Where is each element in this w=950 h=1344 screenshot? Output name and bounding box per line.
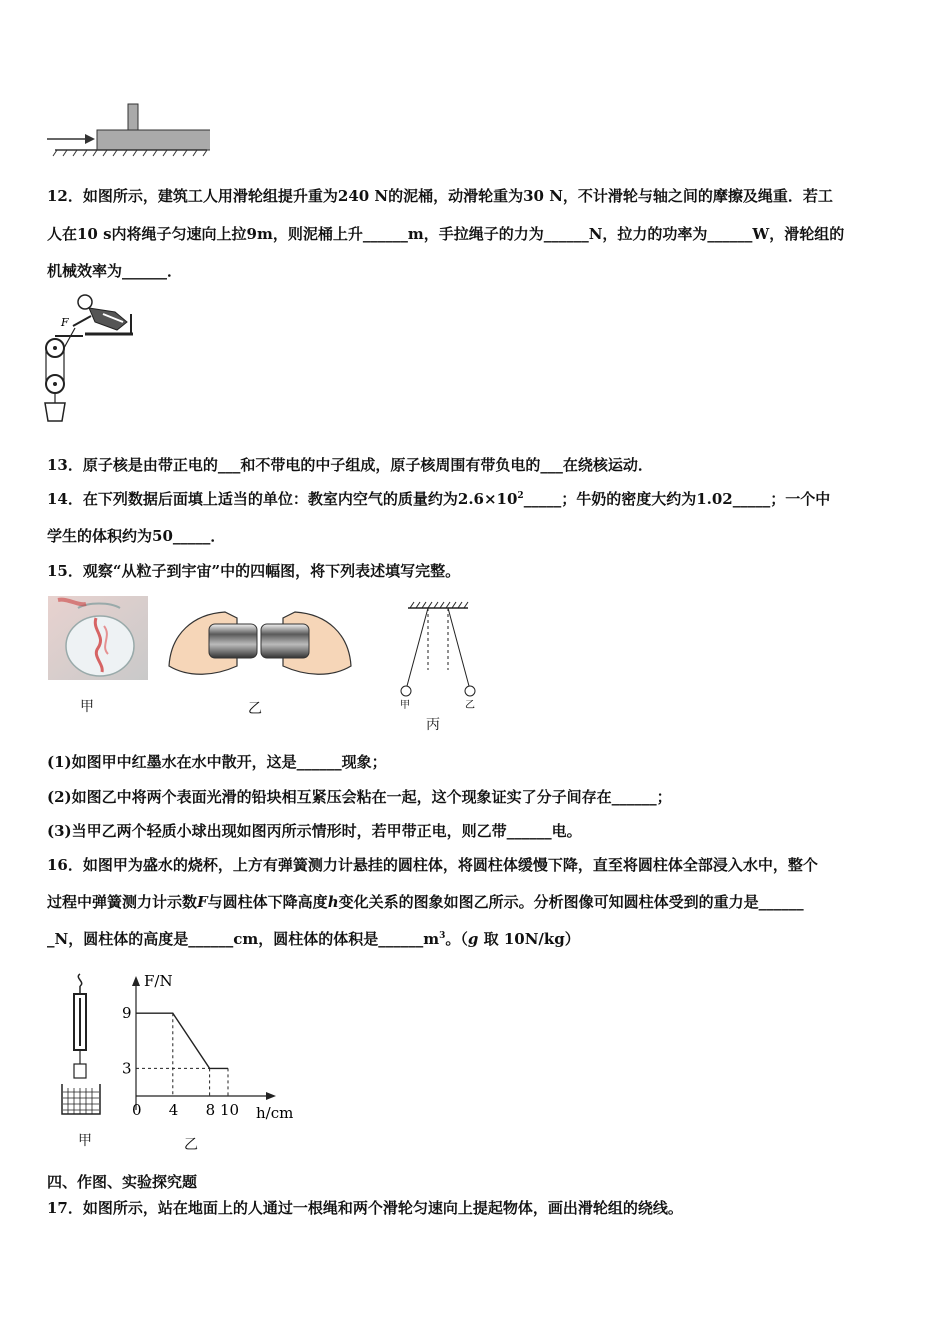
q16-line2-c: 变化关系的图象如图乙所示。分析图像可知圆柱体受到的重力是______ bbox=[338, 893, 804, 911]
x-tick-4: 4 bbox=[168, 1101, 179, 1119]
force-label-F: F bbox=[61, 316, 69, 329]
q16-var-F: F bbox=[197, 893, 208, 911]
q16-line3-b: 。（ bbox=[445, 930, 468, 948]
q16-line3-c: 取 10N/kg） bbox=[478, 930, 580, 948]
q16-var-g: g bbox=[467, 930, 479, 948]
charged-balls-figure bbox=[390, 600, 485, 712]
q14-line1-a: 14．在下列数据后面填上适当的单位：教室内空气的质量约为2.6×10 bbox=[47, 490, 518, 508]
ink-diffusion-photo bbox=[48, 596, 148, 680]
q12-line3: 机械效率为______． bbox=[47, 262, 183, 280]
lead-block-left bbox=[209, 624, 257, 658]
spring-scale-beaker-figure bbox=[56, 972, 108, 1122]
q15-sub3: (3)当甲乙两个轻质小球出现如图丙所示情形时，若甲带正电，则乙带______电。 bbox=[47, 822, 582, 840]
worker-head bbox=[78, 295, 92, 309]
q17-line1: 17．如图所示，站在地面上的人通过一根绳和两个滑轮匀速向上提起物体，画出滑轮组的绕线。 bbox=[47, 1199, 683, 1217]
y-tick-3: 3 bbox=[122, 1059, 132, 1078]
thread-jia bbox=[407, 608, 428, 686]
cylinder bbox=[74, 1064, 86, 1078]
q13-line1: 13．原子核是由带正电的___和不带电的中子组成，原子核周围有带负电的___在绕核运动． bbox=[47, 456, 653, 474]
q12-line1: 12．如图所示，建筑工人用滑轮组提升重为240 N的泥桶，动滑轮重为30 N，不计滑轮与轴之间的摩擦及绳重．若工 bbox=[47, 187, 833, 205]
x-tick-10: 10 bbox=[220, 1101, 240, 1119]
q16-line2-b: 与圆柱体下降高度 bbox=[207, 893, 328, 911]
fig15-label-bing: 丙 bbox=[426, 717, 440, 733]
q16-line1: 16．如图甲为盛水的烧杯，上方有弹簧测力计悬挂的圆柱体，将圆柱体缓慢下降，直至将圆柱体全部浸入水中，整个 bbox=[47, 856, 818, 874]
data-line bbox=[136, 1013, 228, 1068]
thread-yi bbox=[448, 608, 469, 686]
q16-line2-a: 过程中弹簧测力计示数 bbox=[47, 893, 198, 911]
y-tick-9: 9 bbox=[122, 1004, 132, 1023]
q16-var-h: h bbox=[327, 893, 339, 911]
block bbox=[97, 130, 210, 150]
ball-jia bbox=[401, 686, 411, 696]
lead-blocks-figure bbox=[165, 604, 355, 684]
ball-yi bbox=[465, 686, 475, 696]
q14-line1-b: _____；牛奶的密度大约为1.02_____；一个中 bbox=[523, 490, 831, 508]
x-axis-label: h/cm bbox=[256, 1104, 294, 1122]
q16-line2 bbox=[47, 892, 804, 912]
pulley-worker-figure bbox=[43, 290, 138, 428]
ball-label-yi: 乙 bbox=[465, 700, 475, 711]
y-axis-arrow bbox=[132, 976, 140, 986]
q15-line1: 15．观察“从粒子到宇宙”中的四幅图，将下列表述填写完整。 bbox=[47, 562, 461, 580]
water bbox=[63, 1088, 99, 1114]
x-tick-0: 0 bbox=[132, 1101, 142, 1119]
q14-line1 bbox=[47, 489, 830, 509]
fig16-label-yi: 乙 bbox=[184, 1137, 198, 1153]
lead-block-right bbox=[261, 624, 309, 658]
section4-title: 四、作图、实验探究题 bbox=[47, 1173, 198, 1191]
worker-body bbox=[89, 308, 127, 330]
ground-hatching bbox=[53, 150, 207, 156]
block-push-figure bbox=[45, 100, 210, 160]
y-axis-label: F/N bbox=[144, 972, 173, 990]
fig15-label-jia: 甲 bbox=[80, 699, 94, 715]
x-tick-8: 8 bbox=[205, 1101, 216, 1119]
q16-line3 bbox=[47, 929, 580, 949]
upright-post bbox=[128, 104, 138, 132]
q16-exponent: 3 bbox=[439, 931, 446, 941]
fig15-label-yi: 乙 bbox=[248, 701, 262, 717]
q14-line2: 学生的体积约为50_____． bbox=[47, 527, 226, 545]
q12-line2: 人在10 s内将绳子匀速向上拉9m，则泥桶上升______m，手拉绳子的力为______N，拉力的功率为______W，滑轮组的 bbox=[47, 225, 845, 243]
q14-exponent: 2 bbox=[517, 491, 524, 501]
force-height-chart bbox=[110, 970, 310, 1130]
ball-label-jia: 甲 bbox=[400, 700, 410, 711]
fig16-label-jia: 甲 bbox=[78, 1133, 92, 1149]
x-axis-arrow bbox=[266, 1092, 276, 1100]
q15-sub1: (1)如图甲中红墨水在水中散开，这是______现象； bbox=[47, 753, 387, 771]
q16-line3-a: _N，圆柱体的高度是______cm，圆柱体的体积是______m bbox=[47, 930, 440, 948]
bucket bbox=[45, 403, 65, 421]
q15-sub2: (2)如图乙中将两个表面光滑的铅块相互紧压会粘在一起，这个现象证实了分子间存在______； bbox=[47, 788, 672, 806]
